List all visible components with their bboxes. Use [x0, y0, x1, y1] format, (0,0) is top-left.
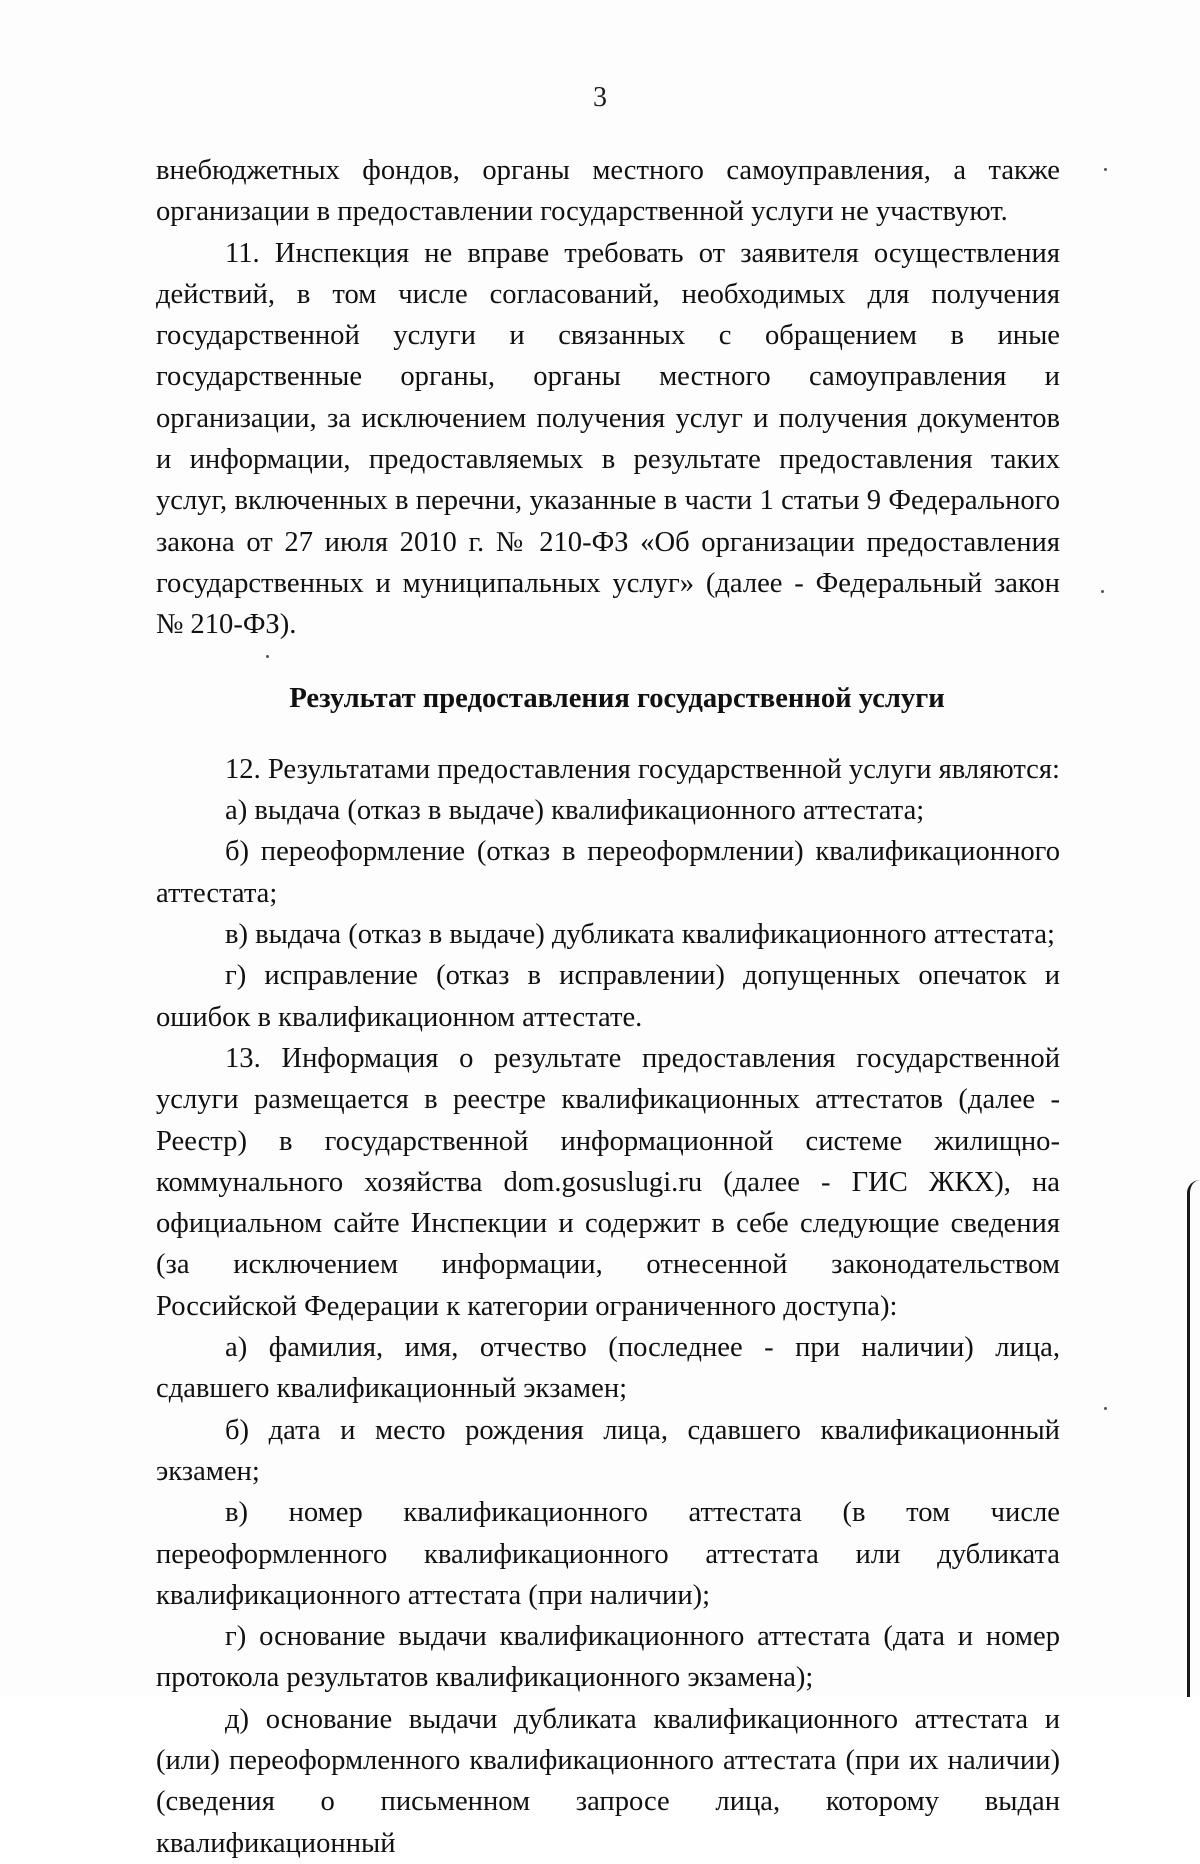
paragraph-11: 11. Инспекция не вправе требовать от заявителя осуществления действий, в том числе согласований, необходимых для получения государственной услуги и связанных с обращением в иные государственные органы, органы местного самоуправления и организации, за исключением получения услуг и получения документов и информации, предоставляемых в результате предоставления таких услуг, включенных в перечни, указанные в части 1 статьи 9 Федерального закона от 27 июля 2010 г. № 210-ФЗ «Об организации предоставления государственных и муниципальных услуг» (далее - Федеральный закон № 210-ФЗ). — [156, 237, 1060, 641]
scan-speck — [1104, 1407, 1107, 1410]
paragraph-13c: в) номер квалификационного аттестата (в том числе переоформленного квалификационного аттестата или дубликата квалификационного аттестата (при наличии); — [156, 1497, 1060, 1611]
scan-speck — [1104, 168, 1107, 171]
paragraph-12b: б) переоформление (отказ в переоформлении) квалификационного аттестата; — [156, 836, 1060, 909]
scan-edge-line — [1187, 1180, 1200, 1697]
paragraph-13d: г) основание выдачи квалификационного аттестата (дата и номер протокола результатов квалификационного экзамена); — [156, 1621, 1060, 1694]
paragraph-12a: а) выдача (отказ в выдаче) квалификационного аттестата; — [225, 795, 925, 827]
scan-speck — [1101, 590, 1104, 593]
paragraph-13a: а) фамилия, имя, отчество (последнее - при наличии) лица, сдавшего квалификационный экзамен; — [156, 1332, 1060, 1405]
paragraph-12c: в) выдача (отказ в выдаче) дубликата квалификационного аттестата; — [225, 919, 1055, 951]
section-heading: Результат предоставления государственной услуги — [289, 682, 945, 714]
scan-speck — [266, 655, 269, 658]
paragraph-13e: д) основание выдачи дубликата квалификационного аттестата и (или) переоформленного квалификационного аттестата (при их наличии) (сведения о письменном запросе лица, которому выдан квалификационный — [156, 1703, 1060, 1859]
document-body — [156, 150, 1060, 1864]
page-number: 3 — [593, 82, 607, 113]
paragraph-continuation: внебюджетных фондов, органы местного самоуправления, а также организации в предоставлении государственной услуги не участвуют. — [156, 155, 1060, 228]
paragraph-12: 12. Результатами предоставления государственной услуги являются: — [225, 753, 1060, 785]
paragraph-13: 13. Информация о результате предоставления государственной услуги размещается в реестре квалификационных аттестатов (далее - Реестр) в государственной информационной системе жилищно-коммунального хозяйства dom.gosuslugi.ru (далее - ГИС ЖКХ), на официальном сайте Инспекции и содержит в себе следующие сведения (за исключением информации, отнесенной законодательством Российской Федерации к категории ограниченного доступа): — [156, 1042, 1060, 1322]
paragraph-13b: б) дата и место рождения лица, сдавшего квалификационный экзамен; — [156, 1414, 1060, 1487]
paragraph-12d: г) исправление (отказ в исправлении) допущенных опечаток и ошибок в квалификационном аттестате. — [156, 960, 1060, 1033]
